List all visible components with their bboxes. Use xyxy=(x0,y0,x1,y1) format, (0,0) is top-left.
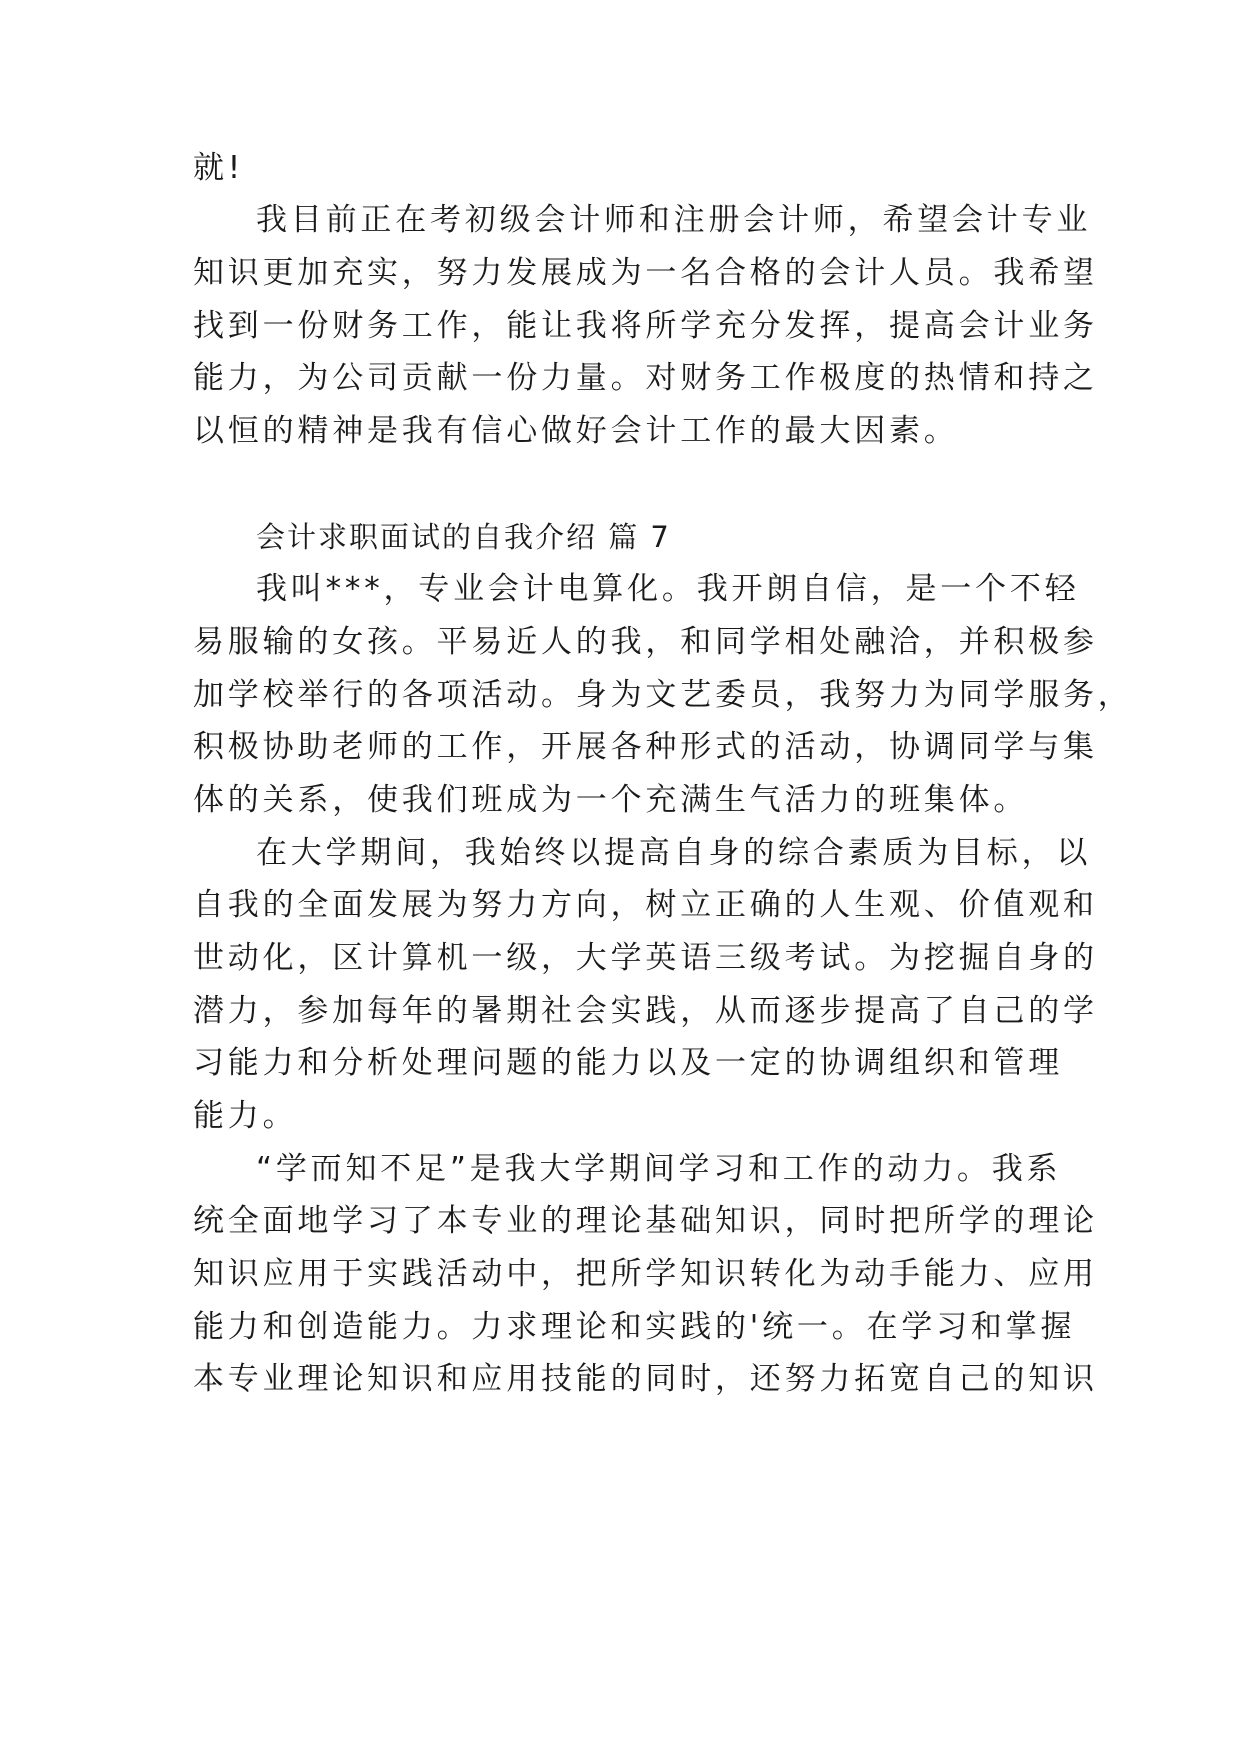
text-line: 潜力，参加每年的暑期社会实践，从而逐步提高了自己的学 xyxy=(193,993,1098,1029)
section-heading: 会计求职面试的自我介绍 篇 7 xyxy=(256,520,671,554)
paragraph-first-line: 我叫***，专业会计电算化。我开朗自信，是一个不轻 xyxy=(256,571,1080,607)
paragraph-first-line: 在大学期间，我始终以提高自身的综合素质为目标，以 xyxy=(256,835,1092,871)
text-line: 易服输的女孩。平易近人的我，和同学相处融洽，并积极参 xyxy=(193,624,1098,660)
text-line: 能力和创造能力。力求理论和实践的'统一。在学习和掌握 xyxy=(193,1309,1076,1345)
text-line: 加学校举行的各项活动。身为文艺委员，我努力为同学服务， xyxy=(193,677,1133,713)
paragraph-first-line: 我目前正在考初级会计师和注册会计师，希望会计专业 xyxy=(256,202,1092,238)
text-line: 自我的全面发展为努力方向，树立正确的人生观、价值观和 xyxy=(193,887,1098,923)
text-line: 能力。 xyxy=(193,1098,298,1134)
text-line: 习能力和分析处理问题的能力以及一定的协调组织和管理 xyxy=(193,1045,1063,1081)
text-line: 统全面地学习了本专业的理论基础知识，同时把所学的理论 xyxy=(193,1203,1098,1239)
text-line: 积极协助老师的工作，开展各种形式的活动，协调同学与集 xyxy=(193,729,1098,765)
text-line: 体的关系，使我们班成为一个充满生气活力的班集体。 xyxy=(193,782,1029,818)
text-line: 知识应用于实践活动中，把所学知识转化为动手能力、应用 xyxy=(193,1256,1098,1292)
text-line: 本专业理论知识和应用技能的同时，还努力拓宽自己的知识 xyxy=(193,1361,1098,1397)
text-line: 能力，为公司贡献一份力量。对财务工作极度的热情和持之 xyxy=(193,360,1098,396)
text-line: 找到一份财务工作，能让我将所学充分发挥，提高会计业务 xyxy=(193,308,1098,344)
text-line: 知识更加充实，努力发展成为一名合格的会计人员。我希望 xyxy=(193,255,1098,291)
text-line: 以恒的精神是我有信心做好会计工作的最大因素。 xyxy=(193,413,959,449)
text-line: 就! xyxy=(193,150,245,186)
paragraph-first-line: “学而知不足”是我大学期间学习和工作的动力。我系 xyxy=(256,1151,1062,1187)
text-line: 世动化，区计算机一级，大学英语三级考试。为挖掘自身的 xyxy=(193,940,1098,976)
